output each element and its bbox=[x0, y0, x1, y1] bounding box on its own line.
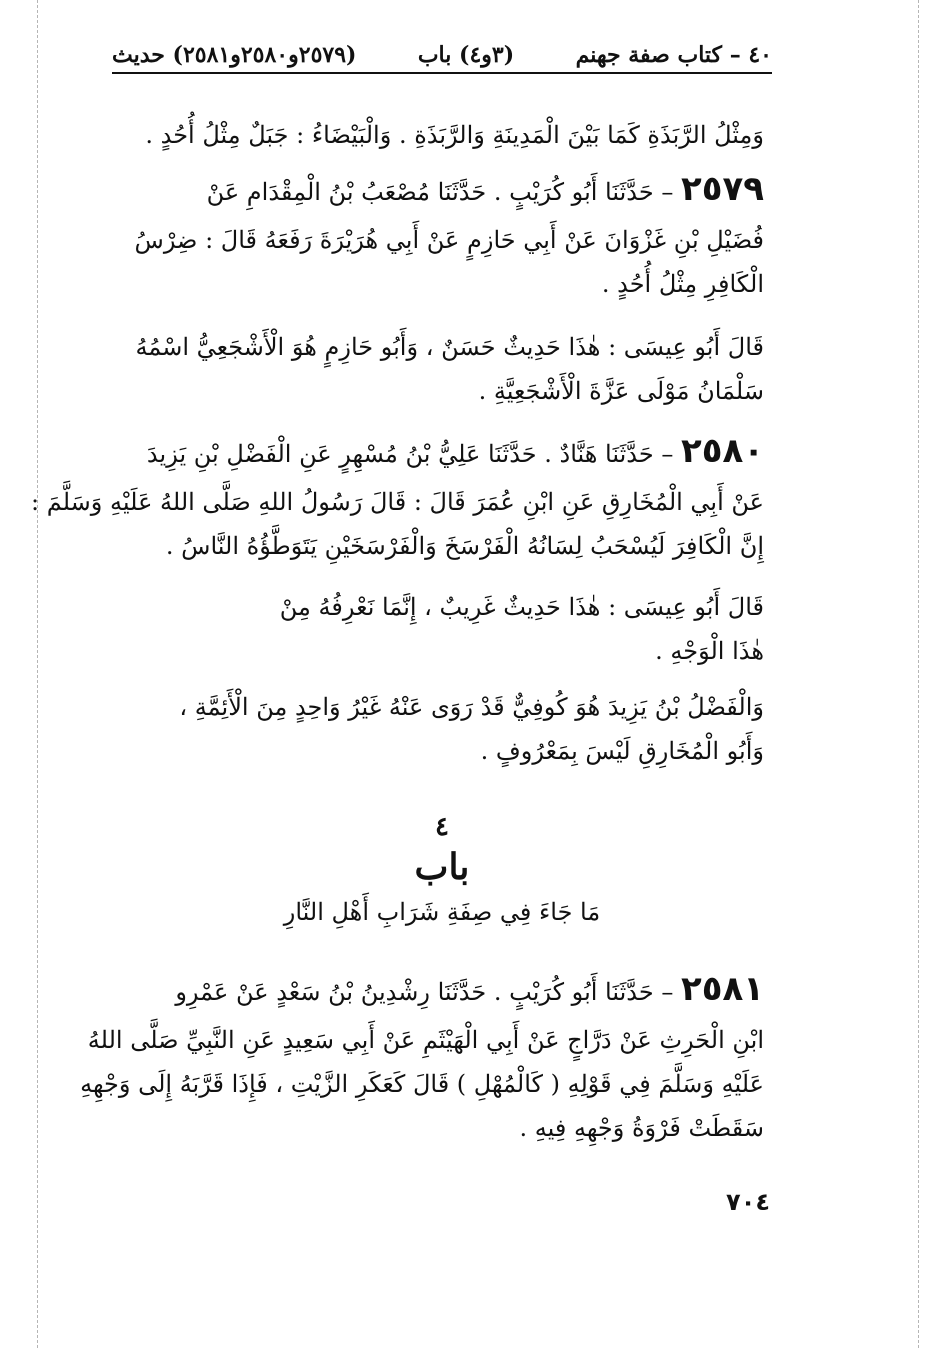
commentary-paragraph bbox=[128, 692, 764, 766]
header-bab: (٣و٤) باب bbox=[417, 42, 515, 68]
header-rule bbox=[112, 72, 772, 74]
section-number bbox=[112, 812, 772, 842]
hadith-number: ٢٥٨٠ bbox=[680, 431, 764, 471]
hadith-2580 bbox=[31, 430, 764, 561]
page-number: ٧٠٤ bbox=[726, 1188, 770, 1216]
text-line: سَقَطَتْ فَرْوَةُ وَجْهِهِ فِيهِ . bbox=[519, 1113, 764, 1142]
section-title-text: مَا جَاءَ فِي صِفَةِ شَرَابِ أَهْلِ النَّارِ bbox=[283, 898, 601, 926]
text-line: وَالْفَضْلُ بْنُ يَزِيدَ هُوَ كُوفِيٌّ قَدْ رَوَى عَنْهُ غَيْرُ وَاحِدٍ مِنَ الْأَئِمَّةِ ، bbox=[179, 693, 764, 721]
hadith-2579 bbox=[128, 168, 764, 299]
text-line bbox=[128, 168, 764, 211]
text-line: عَنْ أَبِي الْمُخَارِقِ عَنِ ابْنِ عُمَرَ قَالَ : قَالَ رَسُولُ اللهِ صَلَّى اللهُ عَلَيْهِ وَسَلَّمَ : bbox=[31, 487, 764, 516]
section-heading bbox=[112, 846, 772, 888]
hadith-text: – حَدَّثَنَا هَنَّادٌ . حَدَّثَنَا عَلِيُّ بْنُ مُسْهِرٍ عَنِ الْفَضْلِ بْنِ يَزِيدَ bbox=[146, 440, 674, 468]
paragraph-continuation bbox=[128, 120, 764, 150]
text-line: وَأَبُو الْمُخَارِقِ لَيْسَ بِمَعْرُوفٍ . bbox=[480, 737, 764, 765]
hadith-text: – حَدَّثَنَا أَبُو كُرَيْبٍ . حَدَّثَنَا مُصْعَبُ بْنُ الْمِقْدَامِ عَنْ bbox=[206, 178, 674, 206]
text-line: سَلْمَانُ مَوْلَى عَزَّةَ الْأَشْجَعِيَّةِ . bbox=[478, 377, 764, 405]
text-line: قَالَ أَبُو عِيسَى : هٰذَا حَدِيثٌ حَسَنٌ ، وَأَبُو حَازِمٍ هُوَ الْأَشْجَعِيُّ اسْمُهُ bbox=[135, 333, 764, 361]
header-hadith-range: (٢٥٧٩و٢٥٨٠و٢٥٨١) حديث bbox=[112, 42, 357, 68]
running-header bbox=[112, 36, 772, 74]
hadith-2581 bbox=[80, 968, 764, 1143]
text-line: الْكَافِرِ مِثْلُ أُحُدٍ . bbox=[601, 269, 764, 298]
commentary-paragraph bbox=[128, 592, 764, 666]
text-line: قَالَ أَبُو عِيسَى : هٰذَا حَدِيثٌ غَرِيبٌ ، إِنَّمَا نَعْرِفُهُ مِنْ bbox=[279, 593, 764, 621]
header-book-title: ٤٠ – كتاب صفة جهنم bbox=[575, 42, 772, 68]
hadith-number: ٢٥٧٩ bbox=[680, 169, 764, 209]
text-line: ابْنِ الْحَرِثِ عَنْ دَرَّاجٍ عَنْ أَبِي الْهَيْثَمِ عَنْ أَبِي سَعِيدٍ عَنِ النَّبِيِّ صَلَّى اللهُ bbox=[87, 1025, 764, 1054]
section-word: باب bbox=[414, 846, 470, 888]
hadith-text: – حَدَّثَنَا أَبُو كُرَيْبٍ . حَدَّثَنَا رِشْدِينُ بْنُ سَعْدٍ عَنْ عَمْرِو bbox=[175, 978, 674, 1006]
scan-dashed-line-left bbox=[37, 0, 38, 1348]
text-line bbox=[128, 968, 764, 1011]
text-line: وَمِثْلُ الرَّبَذَةِ كَمَا بَيْنَ الْمَدِينَةِ وَالرَّبَذَةِ . وَالْبَيْضَاءُ : جَبَلٌ مِثْلُ أُحُدٍ . bbox=[145, 121, 764, 149]
text-line: عَلَيْهِ وَسَلَّمَ فِي قَوْلِهِ ( كَالْمُهْلِ ) قَالَ كَعَكَرِ الزَّيْتِ ، فَإِذَا قَرَّبَهُ إِلَى وَجْهِهِ bbox=[80, 1069, 764, 1098]
text-line bbox=[128, 430, 764, 473]
hadith-number: ٢٥٨١ bbox=[680, 969, 764, 1009]
text-line: هٰذَا الْوَجْهِ . bbox=[655, 637, 764, 665]
text-line: فُضَيْلِ بْنِ غَزْوَانَ عَنْ أَبِي حَازِمٍ عَنْ أَبِي هُرَيْرَةَ رَفَعَهُ قَالَ : ضِرْسُ bbox=[134, 225, 764, 254]
commentary-paragraph bbox=[128, 332, 764, 406]
scan-dashed-line-right bbox=[918, 0, 919, 1348]
section-title bbox=[112, 898, 772, 926]
section-number-text: ٤ bbox=[435, 812, 449, 842]
text-line: إِنَّ الْكَافِرَ لَيُسْحَبُ لِسَانُهُ الْفَرْسَخَ وَالْفَرْسَخَيْنِ يَتَوَطَّؤُهُ النَّاسُ . bbox=[165, 531, 764, 560]
